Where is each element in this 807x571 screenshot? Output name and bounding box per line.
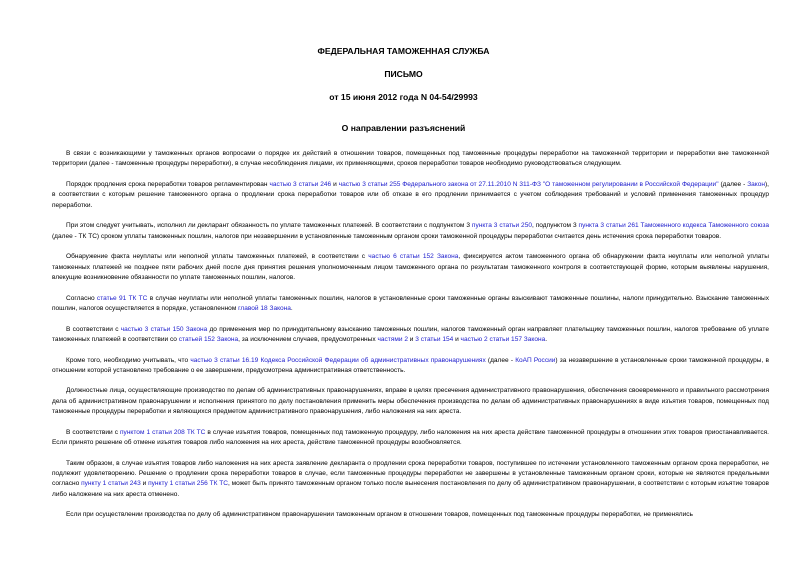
paragraph-text: , подпунктом 3 xyxy=(531,222,579,230)
document-reference-link[interactable]: пункту 1 статьи 243 xyxy=(81,480,141,488)
paragraph xyxy=(52,459,769,500)
document-reference-link[interactable]: статье 91 ТК ТС xyxy=(96,294,148,302)
paragraph xyxy=(52,510,769,520)
paragraph-text: до применения мер по принудительному взысканию таможенных пошлин, налогов таможенный орган направляет плательщику таможенных пошлин, налогов требование об уплате таможенных платежей в соответствии со xyxy=(52,325,769,343)
document-reference-link[interactable]: частью 2 статьи 157 Закона xyxy=(460,335,546,343)
paragraph-text: Таким образом, в случае изъятия товаров либо наложения на них ареста заявление декларанта о продлении срока переработки товаров, поступившее по истечении установленного таможенным органом срока переработки, не подлежит удовлетворению. Решение о продлении срока переработки товаров в случае, если таможенные процедуры переработки не завершены в установленные таможенным органом сроки, которые не являются предельными согласно xyxy=(52,459,769,488)
paragraph xyxy=(52,221,769,242)
document-reference-link[interactable]: частью 3 статьи 16.19 Кодекса Российской Федерации об административных правонарушениях xyxy=(190,356,486,364)
document-subject: О направлении разъяснений xyxy=(341,123,466,133)
document-body xyxy=(52,149,769,531)
paragraph-text: ), в соответствии с которым решение таможенного органа о продлении срока переработки товаров или об отказе в его продлении принимается с учетом соблюдения требований и условий применения таможенных процедур переработки. xyxy=(52,180,769,209)
paragraph-text: . xyxy=(545,335,548,343)
document-reference-link[interactable]: частями 2 xyxy=(377,335,408,343)
paragraph-text: (далее - xyxy=(718,180,748,188)
document-reference-link[interactable]: Закон xyxy=(747,180,765,188)
paragraph xyxy=(52,325,769,346)
paragraph-text: Должностные лица, осуществляющие производство по делам об административных правонарушениях, вправе в целях пресечения административного правонарушения, обеспечения своевременного и правильного рассмотрения дела об административном правонарушении и исполнения принятого по делу постановления применить меры обеспечения производства по делам об административных правонарушениях в виде изъятия товаров, помещенных под таможенные процедуры переработки и являющихся предметом административного правонарушения, либо наложения на них ареста. xyxy=(52,387,769,416)
paragraph xyxy=(52,252,769,283)
document-type: ПИСЬМО xyxy=(384,69,423,79)
paragraph xyxy=(52,428,769,449)
paragraph-text: и xyxy=(407,335,416,343)
document-reference-link[interactable]: статьей 152 Закона xyxy=(178,335,239,343)
document-reference-link[interactable]: главой 18 Закона xyxy=(238,304,291,312)
document-reference-link[interactable]: частью 3 статьи 150 Закона xyxy=(120,325,208,333)
paragraph-text: в случае изъятия товаров, помещенных под таможенную процедуру, либо наложения на них ареста действие таможенной процедуры в отношении этих товаров приостанавливается. Если принято решение об отмене изъятия товаров либо наложения на них ареста, действие таможенной процедуры возобновляется. xyxy=(52,428,769,447)
paragraph xyxy=(52,149,769,170)
paragraph xyxy=(52,294,769,315)
document-reference-link[interactable]: пунктом 1 статьи 208 ТК ТС xyxy=(120,428,206,436)
paragraph-text: Порядок продления срока переработки товаров регламентирован xyxy=(66,180,270,188)
paragraph-text: в случае неуплаты или неполной уплаты таможенных пошлин, налогов в установленные сроки таможенные органы взыскивают таможенные пошлины, налоги принудительно. Взыскание таможенных пошлин, налогов осуществляется в порядке, установленном xyxy=(52,294,769,312)
paragraph-text: ) за незавершение в установленные сроки таможенной процедуры, в отношении которой установлено требование о ее завершении, предусмотрена административная ответственность. xyxy=(52,356,769,374)
paragraph-text: При этом следует учитывать, исполнил ли декларант обязанность по уплате таможенных платежей. В соответствии с подпунктом 3 xyxy=(66,222,472,230)
paragraph-text: и xyxy=(331,180,339,188)
document-reference-link[interactable]: пункта 3 статьи 250 xyxy=(471,222,532,230)
paragraph-text: , может быть принято таможенным органом только после вынесения постановления по делу об административном правонарушении, в соответствии с которым изъятие товаров либо наложение на них ареста отменено. xyxy=(52,480,769,498)
paragraph-text: , за исключением случаев, предусмотренных xyxy=(238,335,378,343)
document-reference-link[interactable]: частью 6 статьи 152 Закона xyxy=(368,253,459,261)
paragraph xyxy=(52,386,769,417)
document-reference-link[interactable]: КоАП России xyxy=(515,356,556,364)
paragraph-text: Кроме того, необходимо учитывать, что xyxy=(66,356,191,364)
document-reference-link[interactable]: 3 статьи 154 xyxy=(415,335,454,343)
paragraph-text: В соответствии с xyxy=(66,428,120,436)
paragraph-text: Согласно xyxy=(66,294,97,302)
paragraph-text: В связи с возникающими у таможенных органов вопросами о порядке их действий в отношении товаров, помещенных под таможенные процедуры переработки на таможенной территории и переработки вне таможенной территории (далее - таможенные процедуры переработки), в случае несоблюдения лицами, их применяющими, сроков переработки товаров необходимо руководствоваться следующим. xyxy=(52,150,769,168)
document-reference-link[interactable]: пункта 3 статьи 261 Таможенного кодекса Таможенного союза xyxy=(578,222,770,230)
issuing-organization: ФЕДЕРАЛЬНАЯ ТАМОЖЕННАЯ СЛУЖБА xyxy=(317,46,490,56)
paragraph-text: и xyxy=(140,480,149,488)
paragraph-text: Если при осуществлении производства по делу об административном правонарушении таможенным органом в отношении товаров, помещенных под таможенные процедуры переработки, не применялись xyxy=(66,511,693,519)
paragraph-text: (далее - xyxy=(485,356,516,364)
paragraph xyxy=(52,180,769,211)
paragraph-text: Обнаружение факта неуплаты или неполной уплаты таможенных платежей, в соответствии с xyxy=(66,253,369,261)
paragraph-text: В соответствии с xyxy=(66,325,121,333)
paragraph-text: , фиксируется актом таможенного органа об обнаружении факта неуплаты или неполной уплаты таможенных платежей не позднее пяти рабочих дней после дня принятия решения уполномоченным лицом таможенного органа по результатам таможенного контроля в соответствующей форме, которым выявлены нарушения, влекущие возникновение обязанности по уплате таможенных пошлин, налогов. xyxy=(52,253,769,281)
document-reference-link[interactable]: пункту 1 статьи 256 ТК ТС xyxy=(148,480,228,488)
document-date-number: от 15 июня 2012 года N 04-54/29993 xyxy=(329,92,478,102)
paragraph-text: . xyxy=(290,304,293,312)
document-reference-link[interactable]: частью 3 статьи 246 xyxy=(269,180,332,188)
paragraph-text: (далее - ТК ТС) сроком уплаты таможенных пошлин, налогов при незавершении в установленные таможенным органом сроки таможенной процедуры переработки считается день истечения срока переработки товаров. xyxy=(52,232,722,240)
paragraph xyxy=(52,356,769,377)
document-reference-link[interactable]: частью 3 статьи 255 Федерального закона от 27.11.2010 N 311-ФЗ "О таможенном регулировании в Российской Федерации" xyxy=(338,180,719,188)
paragraph-text: и xyxy=(453,335,461,343)
